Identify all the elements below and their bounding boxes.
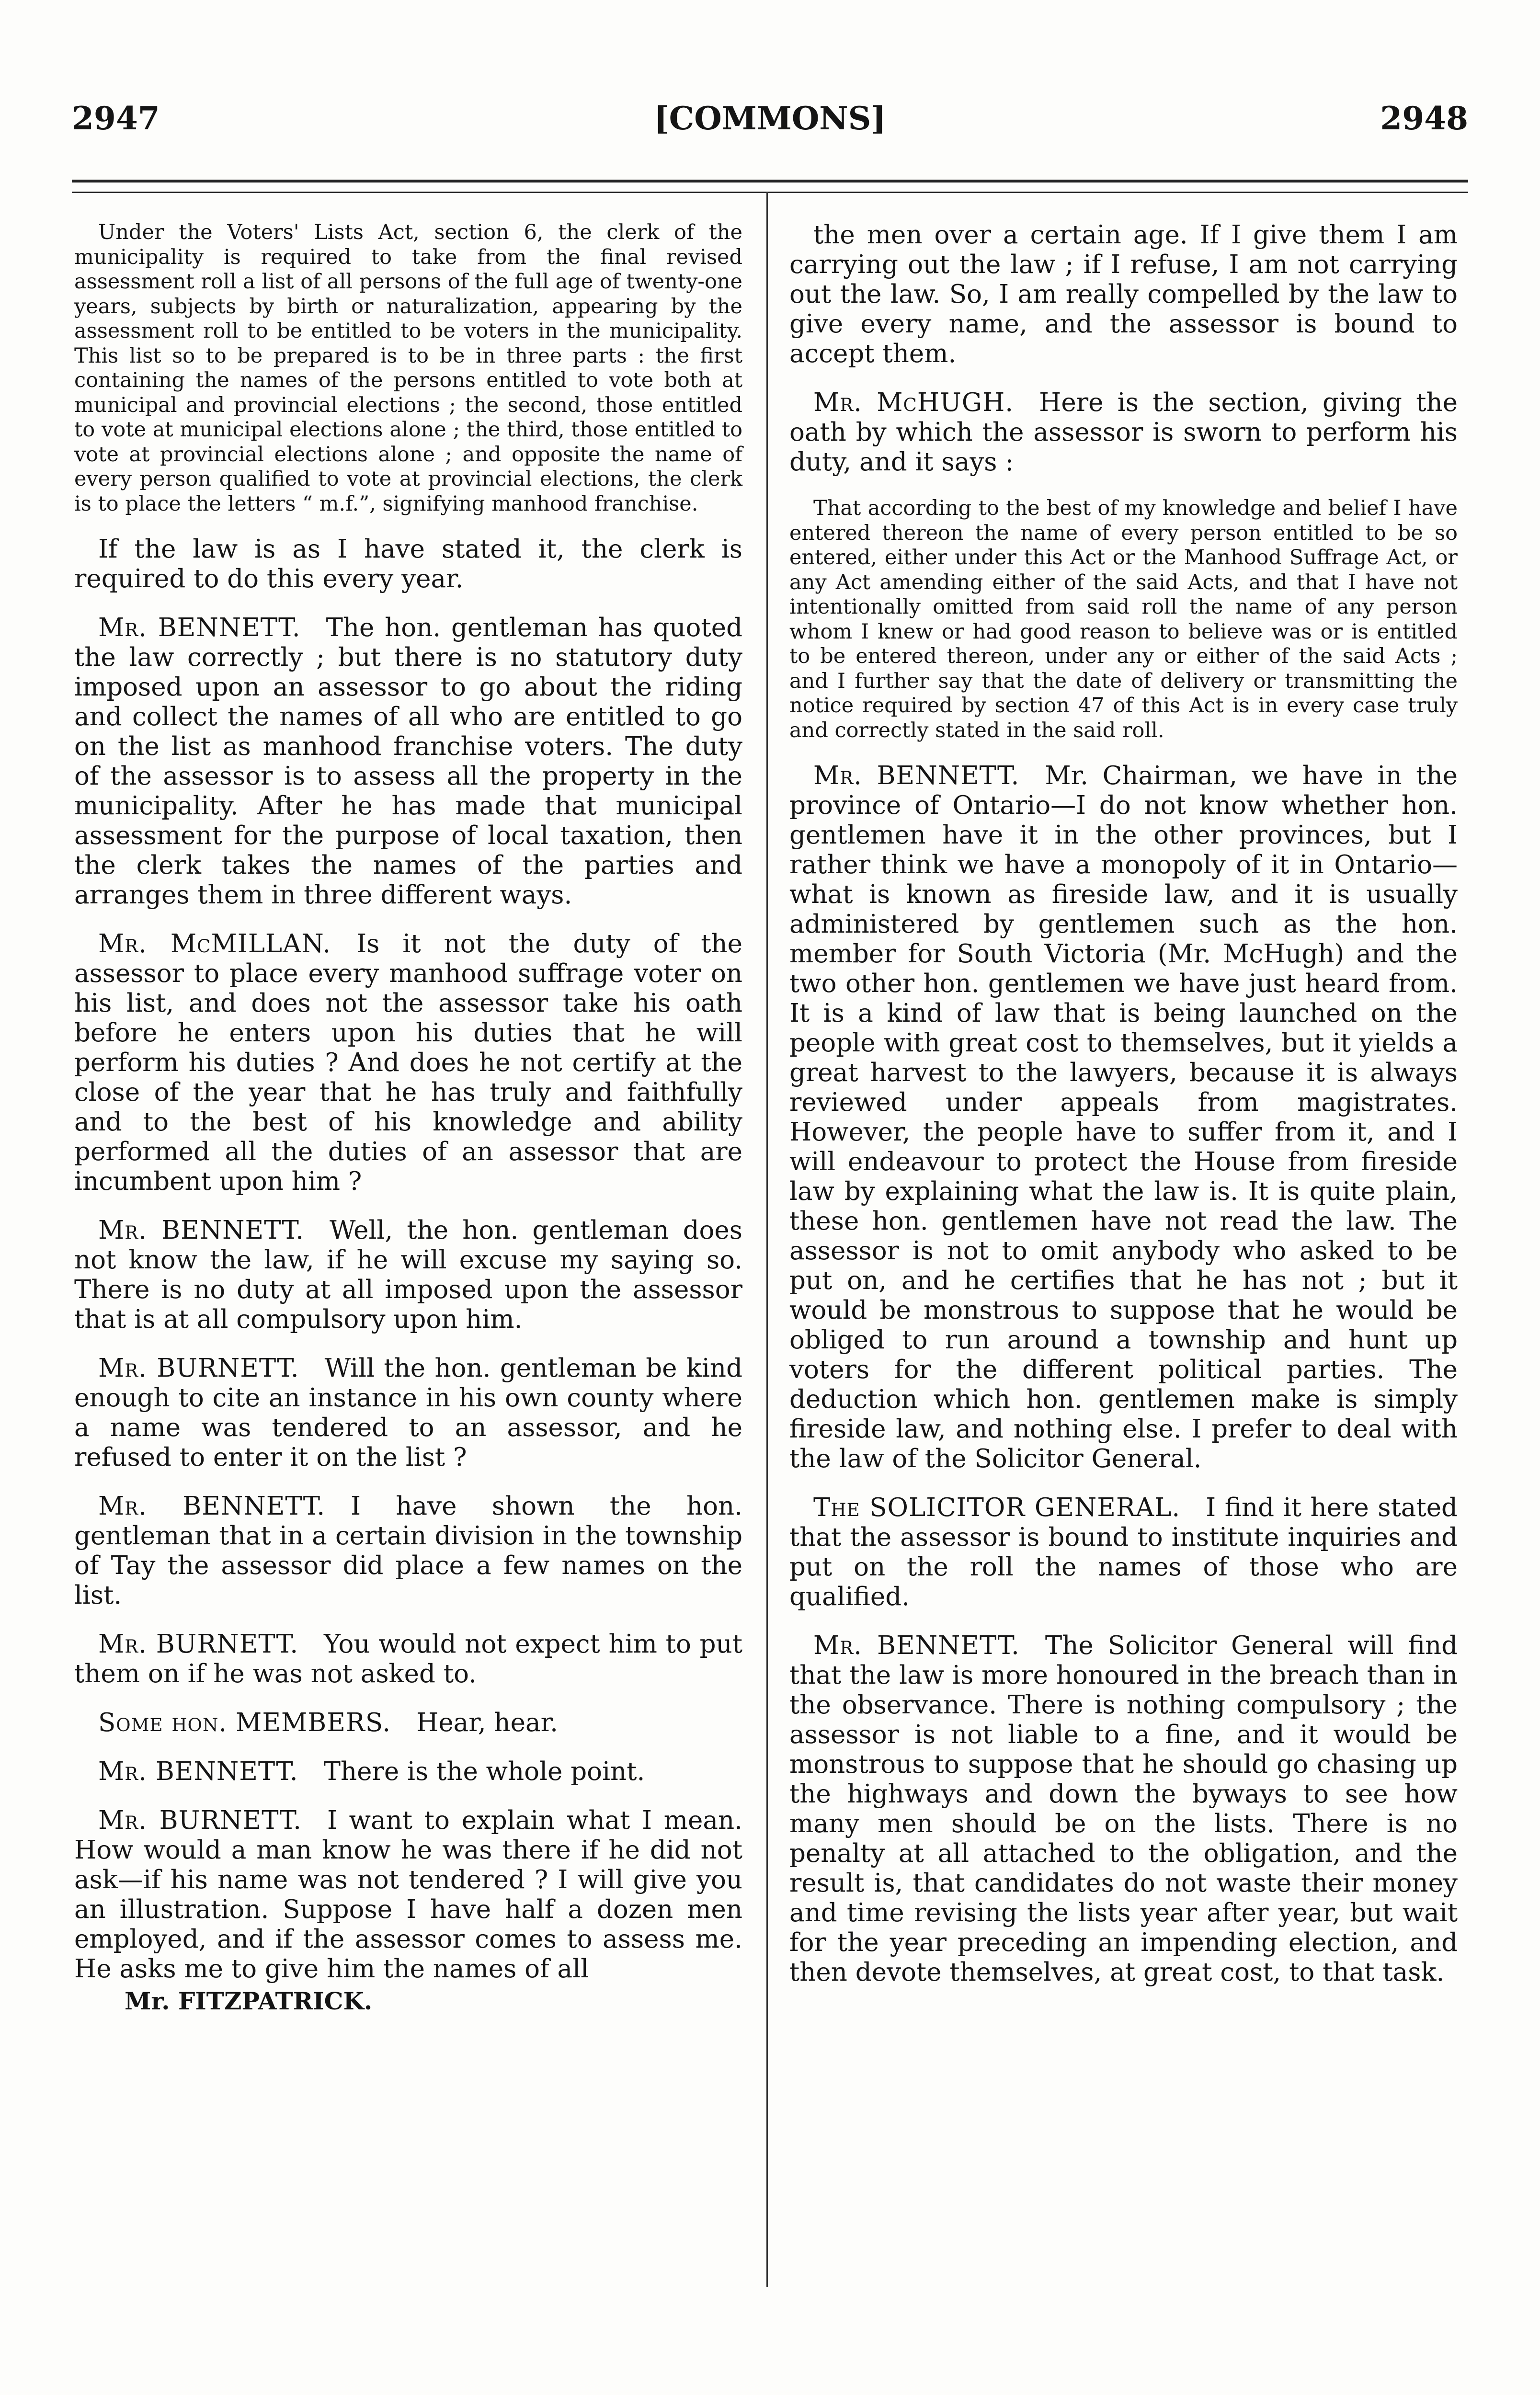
running-title: [COMMONS] (654, 100, 886, 137)
speech-text: I find it here stated that the assessor is bound to institute inquiries and put on the roll the names of those who are qualified. (789, 1493, 1458, 1611)
right-column (789, 220, 1458, 1987)
speaker-name: The SOLICITOR GENERAL. (813, 1493, 1181, 1522)
speech-paragraph (74, 613, 742, 910)
speech-text: Here is the section, giving the oath by which the assessor is sworn to perform his duty, and it says : (789, 388, 1458, 477)
speech-text: Will the hon. gentleman be kind enough to cite an instance in his own county where a name was tendered to an assessor, and he refused to enter it on the list ? (74, 1354, 742, 1472)
speech-text: There is the whole point. (323, 1757, 645, 1786)
speech-paragraph (74, 1630, 742, 1689)
speech-text: Is it not the duty of the assessor to place every manhood suffrage voter on his list, and does not the assessor take his oath before he enters upon his duties that he will perform his duties ? And does he not certify at the close of the year that he has truly and faithfully and to the best of his knowledge and ability performed all the duties of an assessor that are incumbent upon him ? (74, 929, 742, 1196)
page-number-left: 2947 (72, 100, 160, 137)
speech-paragraph (74, 1216, 742, 1334)
quote-text: That according to the best of my knowledge and belief I have entered thereon the name of every person entitled to be so entered, either under this Act or the Manhood Suffrage Act, or any Act amending either of the said Acts, and that I have not intentionally omitted from said roll the name of any person whom I knew or had good reason to believe was or is entitled to be entered thereon, under any or either of the said Acts ; and I further say that the date of delivery or transmitting the notice required by section 47 of this Act is in every case truly and correctly stated in the said roll. (789, 496, 1458, 742)
speech-paragraph (789, 1493, 1458, 1612)
speaker-name: Mr. BENNETT. (98, 1757, 298, 1786)
speech-text: The Solicitor General will find that the law is more honoured in the breach than in the observance. There is nothing compulsory ; the assessor is not liable to a fine, and it would be monstrous to suppose that he should go chasing up the highways and down the byways to see how many men should be on the lists. There is no penalty at all attached to the obligation, and the result is, that candidates do not waste their money and time revising the lists year after year, but wait for the year preceding an impending election, and then devote themselves, at great cost, to that task. (789, 1631, 1458, 1987)
speech-paragraph (789, 1631, 1458, 1987)
catchword-footer: Mr. FITZPATRICK. (125, 1987, 373, 2015)
speech-paragraph (789, 761, 1458, 1474)
speech-text: Mr. Chairman, we have in the province of Ontario—I do not know whether hon. gentlemen have it in the other provinces, but I rather think we have a monopoly of it in Ontario—what is known as fireside law, and it is usually administered by gentlemen such as the hon. member for South Victoria (Mr. McHugh) and the two other hon. gentlemen we have just heard from. It is a kind of law that is being launched on the people with great cost to themselves, but it yields a great harvest to the lawyers, because it is always reviewed under appeals from magistrates. However, the people have to suffer from it, and I will endeavour to protect the House from fireside law by explaining what the law is. It is quite plain, these hon. gentlemen have not read the law. The assessor is not to omit anybody who asked to be put on, and he certifies that he has not ; but it would be monstrous to suppose that he would be obliged to run around a township and hunt up voters for the different political parties. The deduction which hon. gentlemen make is simply fireside law, and nothing else. I prefer to deal with the law of the Solicitor General. (789, 761, 1458, 1473)
speech-paragraph (789, 388, 1458, 477)
speaker-name: Mr. BURNETT. (98, 1354, 299, 1383)
header-rule-thin (72, 192, 1468, 193)
quote-text: Under the Voters' Lists Act, section 6, the clerk of the municipality is required to take from the final revised assessment roll a list of all persons of the full age of twenty-one years, subjects by birth or naturalization, appearing by the assessment roll to be entitled to be voters in the municipality. This list so to be prepared is to be in three parts : the first containing the names of the persons entitled to vote both at municipal and provincial elections ; the second, those entitled to vote at municipal elections alone ; the third, those entitled to vote at provincial elections alone ; and opposite the name of every person qualified to vote at provincial elections, the clerk is to place the letters “ m.f.”, signifying manhood franchise. (74, 220, 742, 516)
quoted-statute (74, 220, 742, 516)
speech-paragraph (789, 220, 1458, 369)
speech-paragraph (74, 1708, 742, 1738)
speaker-name: Mr. BENNETT. (813, 761, 1020, 790)
speaker-name: Mr. BENNETT. (98, 613, 301, 642)
speech-paragraph (74, 1806, 742, 1984)
speech-text: Hear, hear. (416, 1708, 558, 1737)
speaker-name: Some hon. MEMBERS. (98, 1708, 391, 1737)
column-divider (766, 192, 768, 2287)
header-rule-thick (72, 180, 1468, 182)
left-column (74, 220, 742, 2015)
speech-text: You would not expect him to put them on if he was not asked to. (74, 1630, 742, 1688)
speech-paragraph (74, 1757, 742, 1787)
speech-text: Well, the hon. gentleman does not know the law, if he will excuse my saying so. There is no duty at all imposed upon the assessor that is at all compulsory upon him. (74, 1216, 742, 1334)
speech-text: The hon. gentleman has quoted the law correctly ; but there is no statutory duty imposed upon an assessor to go about the riding and collect the names of all who are entitled to go on the list as manhood franchise voters. The duty of the assessor is to assess all the property in the municipality. After he has made that municipal assessment for the purpose of local taxation, then the clerk takes the names of the parties and arranges them in three different ways. (74, 613, 742, 910)
speaker-name: Mr. BURNETT. (98, 1806, 302, 1835)
speech-text: If the law is as I have stated it, the clerk is required to do this every year. (74, 535, 742, 593)
speaker-name: Mr. BENNETT. (98, 1216, 304, 1245)
speaker-name: Mr. McMILLAN. (98, 929, 331, 958)
speaker-name: Mr. BURNETT. (98, 1630, 299, 1659)
speech-paragraph (74, 1492, 742, 1610)
speech-text: the men over a certain age. If I give them I am carrying out the law ; if I refuse, I am not carrying out the law. So, I am really compelled by the law to give every name, and the assessor is bound to accept them. (789, 220, 1458, 368)
speaker-name: Mr. BENNETT. (98, 1492, 326, 1521)
speech-paragraph (74, 535, 742, 594)
quoted-statute (789, 496, 1458, 743)
speech-text: I want to explain what I mean. How would a man know he was there if he did not ask—if his name was not tendered ? I will give you an illustration. Suppose I have half a dozen men employed, and if the assessor comes to assess me. He asks me to give him the names of all (74, 1806, 742, 1984)
speech-paragraph (74, 1354, 742, 1472)
speaker-name: Mr. BENNETT. (813, 1631, 1020, 1660)
speech-text: I have shown the hon. gentleman that in a certain division in the township of Tay the assessor did place a few names on the list. (74, 1492, 742, 1610)
page-number-right: 2948 (1380, 100, 1468, 137)
page-header (72, 100, 1468, 138)
speech-paragraph (74, 929, 742, 1197)
speaker-name: Mr. McHUGH. (813, 388, 1014, 417)
